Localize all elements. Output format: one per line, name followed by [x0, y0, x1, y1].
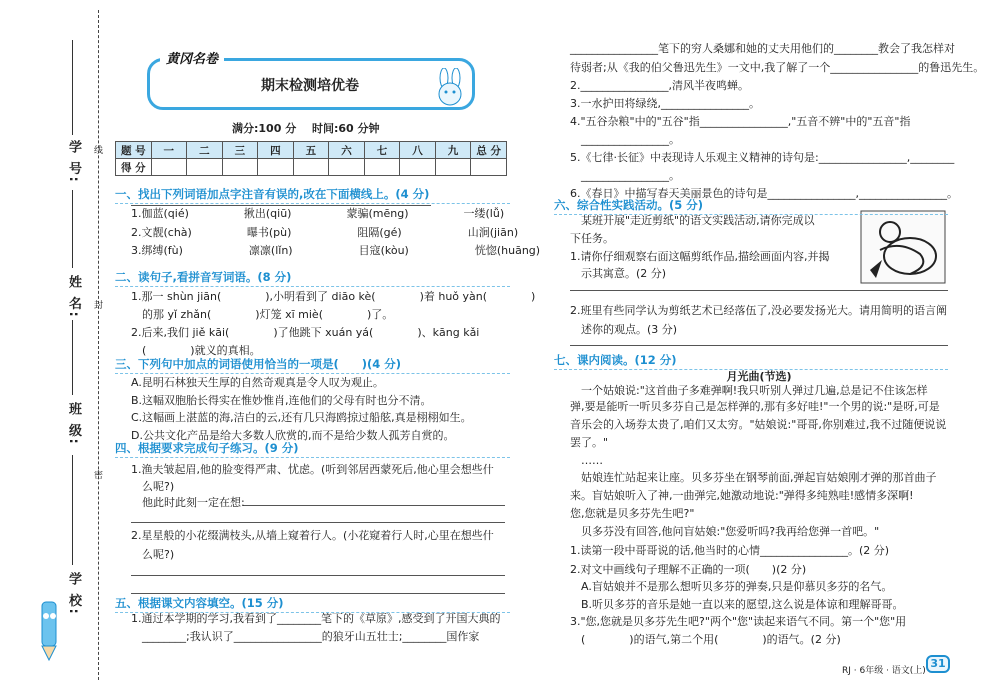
section-heading: 三、下列句中加点的词语使用恰当的一项是( )(4 分) — [115, 357, 402, 371]
score-cell[interactable] — [435, 159, 471, 176]
section-divider — [115, 286, 510, 287]
answer-line[interactable] — [243, 505, 505, 506]
text-line: ________;我认识了________________的狼牙山五壮士;________国作家 — [131, 630, 480, 643]
text-line: 么呢?) — [131, 480, 175, 493]
text-line: ( )的语气,第二个用( )的语气。(2 分) — [570, 633, 841, 646]
section-divider — [115, 457, 510, 458]
score-table-row — [116, 159, 507, 176]
text-line: 来。盲姑娘听入了神,一曲弹完,她激动地说:"弹得多纯熟哇!感情多深啊! — [570, 489, 914, 502]
text-line: 2.星星般的小花缀满枝头,从墙上窥着行人。(小花窥着行人时,心里在想些什 — [131, 529, 494, 542]
xian-mark: 线 — [92, 145, 102, 154]
section-divider — [554, 369, 948, 370]
text-line: A.昆明石林独天生厚的自然奇观真是令人叹为观止。 — [131, 376, 384, 389]
grade-label: RJ · 6年级 · 语文(上) — [842, 666, 926, 676]
text-line: 1.请你仔细观察右面这幅剪纸作品,描绘画面内容,并揭 — [570, 250, 830, 263]
table-cell: 一 — [151, 142, 187, 159]
score-info: 满分:100 分 — [232, 122, 297, 135]
score-cell[interactable] — [222, 159, 258, 176]
text-line: 4."五谷杂粮"中的"五谷"指________________,"五音不辨"中的"五音"指 — [570, 115, 911, 128]
text-line: A.盲姑娘并不是那么想听贝多芬的弹奏,只是仰慕贝多芬的名气。 — [570, 580, 893, 593]
text-line: ________________笔下的穷人桑娜和她的丈夫用他们的________教会了我怎样对 — [570, 42, 955, 55]
page-title: 期末检测培优卷 — [261, 78, 359, 94]
text-line: 待弱者;从《我的伯父鲁迅先生》一文中,我了解了一个________________的鲁迅先生。 — [570, 61, 985, 74]
text-line: C.这幅画上湛蓝的海,洁白的云,还有几只海鸥掠过船舷,真是栩栩如生。 — [131, 411, 472, 424]
score-cell[interactable] — [364, 159, 400, 176]
section-divider — [554, 214, 948, 215]
text-line: 1.那一 shùn jiān( ),小明看到了 diāo kè( )着 huǒ yàn( ) — [131, 290, 536, 303]
text-line: 2.班里有些同学认为剪纸艺术已经落伍了,没必要发扬光大。请用简明的语言阐 — [570, 304, 947, 317]
table-cell: 八 — [400, 142, 436, 159]
text-line: 示其寓意。(2 分) — [570, 267, 667, 280]
table-cell: 题 号 — [116, 142, 152, 159]
text-line: 5.《七律·长征》中表现诗人乐观主义精神的诗句是:________________,________ — [570, 151, 955, 164]
table-cell: 四 — [258, 142, 294, 159]
score-cell[interactable] — [329, 159, 365, 176]
text-line: 2.后来,我们 jiě kāi( )了他跳下 xuán yá( )、kāng kǎi — [131, 326, 480, 339]
text-line: 贝多芬没有回答,他问盲姑娘:"您爱听吗?我再给您弹一首吧。" — [570, 525, 880, 538]
time-info: 时间:60 分钟 — [312, 122, 380, 135]
text-line: 2.________________,清风半夜鸣蝉。 — [570, 79, 749, 92]
answer-line[interactable] — [570, 290, 948, 291]
text-line: D.公共文化产品是给大多数人欣赏的,而不是给少数人孤芳自赏的。 — [131, 429, 455, 442]
text-line: 3.绑缚(fù) 凛凛(lǐn) 目寇(kòu) 恍惚(huāng) — [131, 244, 541, 257]
text-line: ________________。 — [570, 169, 680, 182]
text-line: 姑娘连忙站起来让座。贝多芬坐在钢琴前面,弹起盲姑娘刚才弹的那首曲子 — [570, 471, 937, 484]
text-line: 1.伽蓝(qié) 揪出(qiū) 蒙骗(mēng) 一缕(lǚ) — [131, 207, 505, 220]
school-line — [72, 455, 73, 565]
text-line: 6.《春日》中描写春天美丽景色的诗句是________________,________________。 — [570, 187, 958, 200]
text-line: 一个姑娘说:"这首曲子多难弹啊!我只听别人弹过几遍,总是记不住该怎样 — [570, 384, 928, 397]
table-cell: 七 — [364, 142, 400, 159]
text-line: 某班开展"走近剪纸"的语文实践活动,请你完成以 — [570, 214, 815, 227]
score-table-header — [116, 142, 507, 159]
section-heading: 五、根据课文内容填空。(15 分) — [115, 596, 284, 610]
text-line: 您,您就是贝多芬先生吧?" — [570, 507, 695, 520]
section-divider — [115, 373, 510, 374]
section-heading: 二、读句子,看拼音写词语。(8 分) — [115, 270, 292, 284]
section-heading: 一、找出下列词语加点字注音有误的,改在下面横线上。(4 分) — [115, 187, 430, 201]
text-line: 音乐会的入场券太贵了,咱们又太穷。"姑娘说:"哥哥,你别难过,我不过随便说说 — [570, 418, 947, 431]
section-heading: 七、课内阅读。(12 分) — [554, 353, 677, 367]
number-line — [72, 40, 73, 135]
text-line: 3.一水护田将绿绕,________________。 — [570, 97, 760, 110]
score-cell[interactable] — [151, 159, 187, 176]
binding-dash-line — [98, 10, 99, 680]
page-number: 31 — [926, 655, 950, 673]
text-line: 罢了。" — [570, 436, 609, 449]
text-line: 弹,要是能听一听贝多芬自己是怎样弹的,那有多好哇!"一个男的说:"是呀,可是 — [570, 400, 940, 413]
score-cell[interactable] — [400, 159, 436, 176]
score-cell[interactable] — [258, 159, 294, 176]
brand-logo: 黄冈名卷 — [160, 47, 224, 68]
text-line: B.听贝多芬的音乐是她一直以来的愿望,这么说是体谅和理解哥哥。 — [570, 598, 904, 611]
number-label: 学 号: — [66, 140, 81, 184]
text-line: 下任务。 — [570, 232, 614, 245]
papercut-image — [860, 210, 946, 284]
score-cell[interactable] — [471, 159, 507, 176]
text-line: 他此时此刻一定在想: — [131, 496, 245, 509]
answer-line[interactable] — [131, 575, 505, 576]
score-cell[interactable] — [293, 159, 329, 176]
mi-mark: 密 — [92, 470, 102, 479]
text-line: 3."您,您就是贝多芬先生吧?"两个"您"读起来语气不同。第一个"您"用 — [570, 615, 907, 628]
rabbit-icon — [428, 68, 474, 117]
table-cell: 六 — [329, 142, 365, 159]
section-divider — [115, 203, 510, 204]
answer-line[interactable] — [570, 345, 948, 346]
class-line — [72, 320, 73, 395]
table-cell: 二 — [187, 142, 223, 159]
text-line: 述你的观点。(3 分) — [570, 323, 678, 336]
score-table — [115, 141, 507, 176]
feng-mark: 封 — [92, 300, 102, 309]
table-cell: 总 分 — [471, 142, 507, 159]
table-cell: 五 — [293, 142, 329, 159]
name-label: 姓 名: — [66, 275, 81, 319]
text-line: 2.文靓(chà) 曝书(pù) 阻隔(gé) 山涧(jiān) — [131, 226, 519, 239]
text-line: 么呢?) — [131, 548, 175, 561]
text-line: 的那 yǐ zhǎn( )灯笼 xī miè( )了。 — [131, 308, 394, 321]
section-divider — [115, 612, 510, 613]
school-label: 学 校: — [66, 572, 81, 616]
pencil-icon — [32, 598, 66, 665]
name-line — [72, 190, 73, 268]
text-line: 1.通过本学期的学习,我看到了________笔下的《草原》,感受到了开国大典的 — [131, 612, 501, 625]
score-cell[interactable] — [187, 159, 223, 176]
text-line: ( )就义的真相。 — [131, 344, 261, 357]
answer-line[interactable] — [131, 522, 505, 523]
table-cell: 九 — [435, 142, 471, 159]
text-line: 1.读第一段中哥哥说的话,他当时的心情________________。(2 分) — [570, 544, 890, 557]
table-cell: 得 分 — [116, 159, 152, 176]
table-cell: 三 — [222, 142, 258, 159]
answer-line[interactable] — [131, 593, 505, 594]
text-line: B.这幅双胞胎长得实在惟妙惟肖,连他们的父母有时也分不清。 — [131, 394, 432, 407]
text-line: …… — [570, 454, 603, 467]
text-line: 1.渔夫皱起眉,他的脸变得严肃、忧虑。(听到邻居西蒙死后,他心里会想些什 — [131, 463, 494, 476]
passage-title: 月光曲(节选) — [726, 370, 792, 383]
text-line: ________________。 — [570, 133, 680, 146]
section-heading: 四、根据要求完成句子练习。(9 分) — [115, 441, 299, 455]
class-label: 班 级: — [66, 402, 81, 446]
section-heading: 六、综合性实践活动。(5 分) — [554, 198, 704, 212]
text-line: 2.对文中画线句子理解不正确的一项( )(2 分) — [570, 563, 807, 576]
